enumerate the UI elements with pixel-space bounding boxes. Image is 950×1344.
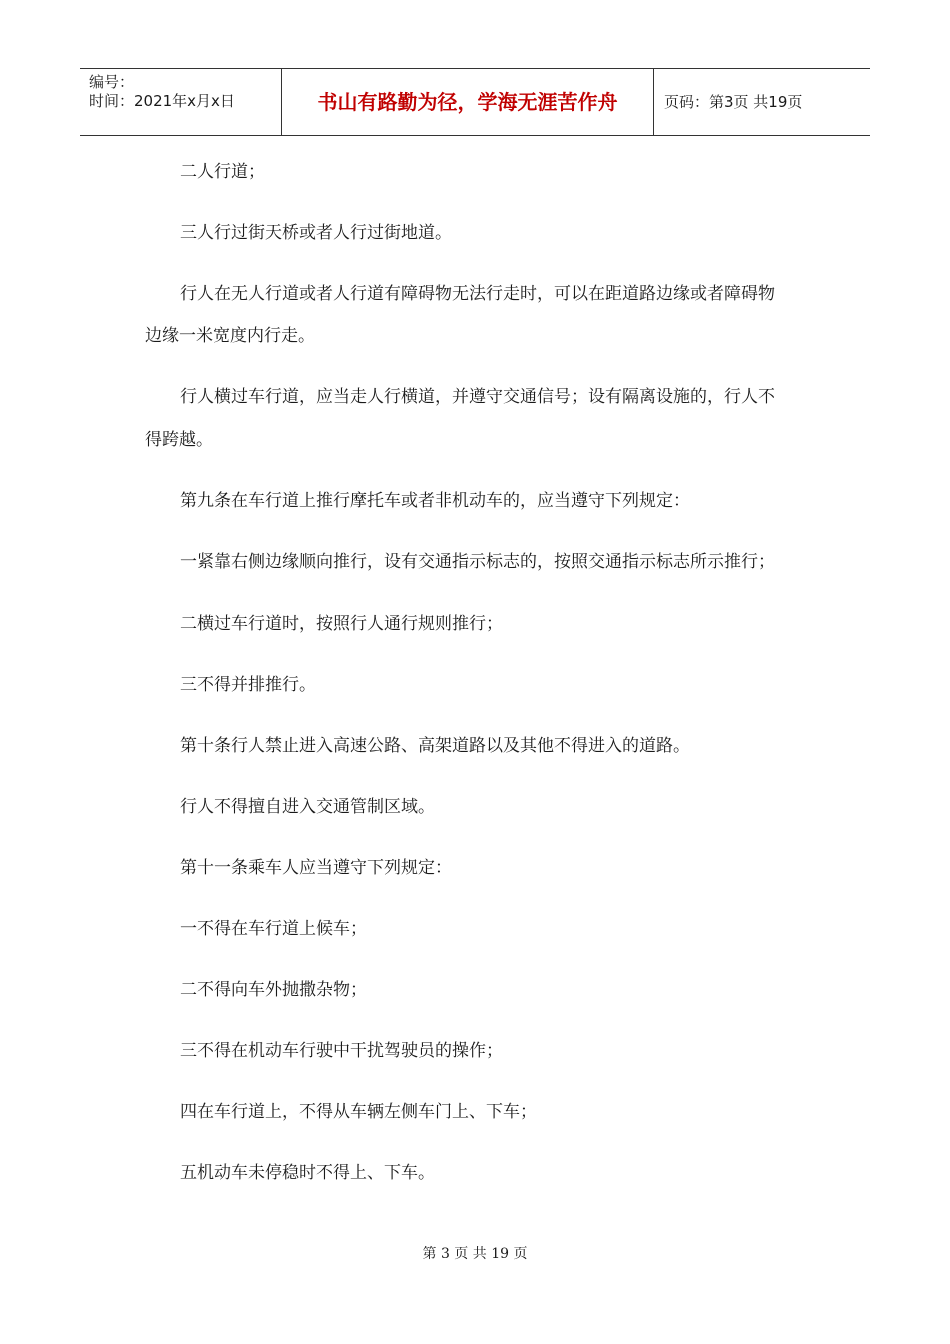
body-line: 第九条在车行道上推行摩托车或者非机动车的，应当遵守下列规定： <box>180 491 690 511</box>
page-footer <box>0 1244 950 1264</box>
body-line: 边缘一米宽度内行走。 <box>145 326 315 346</box>
body-line: 二人行道； <box>180 162 265 182</box>
body-line: 行人不得擅自进入交通管制区域。 <box>180 797 435 817</box>
body-line: 三人行过街天桥或者人行过街地道。 <box>180 223 452 243</box>
body-line: 二不得向车外抛撒杂物； <box>180 980 367 1000</box>
body-line: 第十一条乘车人应当遵守下列规定： <box>180 858 452 878</box>
body-line: 第十条行人禁止进入高速公路、高架道路以及其他不得进入的道路。 <box>180 736 690 756</box>
document-number: 编号： <box>89 73 135 91</box>
body-line: 四在车行道上，不得从车辆左侧车门上、下车； <box>180 1102 537 1122</box>
footer-page-number: 第 3 页 共 19 页 <box>422 1246 528 1262</box>
body-line: 行人在无人行道或者人行道有障碍物无法行走时，可以在距道路边缘或者障碍物 <box>180 284 775 304</box>
header-motto: 书山有路勤为径，学海无涯苦作舟 <box>282 69 654 135</box>
body-line: 一不得在车行道上候车； <box>180 919 367 939</box>
body-line: 行人横过车行道，应当走人行横道，并遵守交通信号；设有隔离设施的，行人不 <box>180 387 775 407</box>
header-meta <box>80 69 282 135</box>
body-line: 五机动车未停稳时不得上、下车。 <box>180 1163 435 1183</box>
body-line: 一紧靠右侧边缘顺向推行，设有交通指示标志的，按照交通指示标志所示推行； <box>180 552 775 572</box>
page-header <box>80 68 870 136</box>
body-line: 二横过车行道时，按照行人通行规则推行； <box>180 614 503 634</box>
header-page-number: 页码：第3页 共19页 <box>664 93 803 111</box>
document-date: 时间：2021年x月x日 <box>89 92 235 110</box>
body-line: 得跨越。 <box>145 430 213 450</box>
body-line: 三不得在机动车行驶中干扰驾驶员的操作； <box>180 1041 503 1061</box>
body-line: 三不得并排推行。 <box>180 675 316 695</box>
